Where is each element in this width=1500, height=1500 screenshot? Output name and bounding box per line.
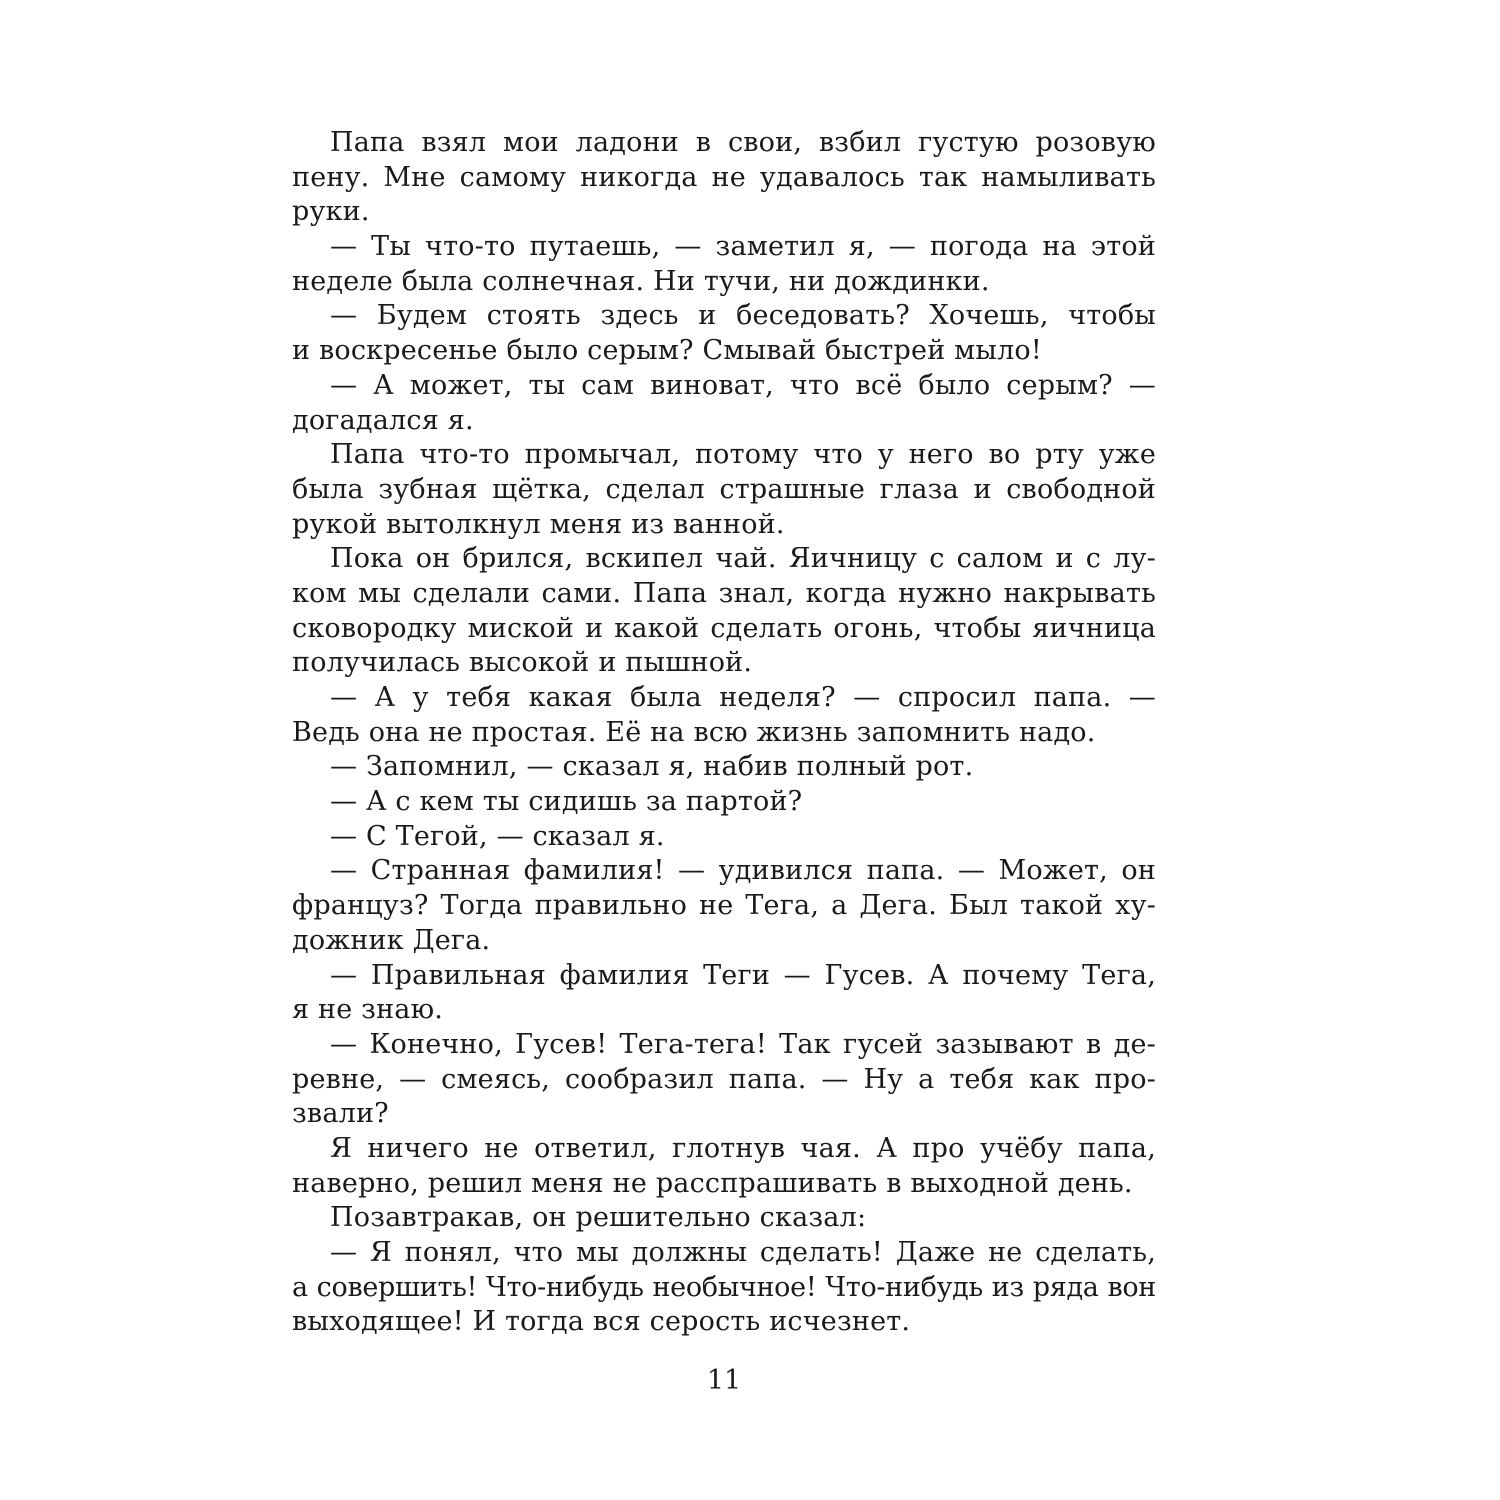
page-number: 11 xyxy=(706,1365,742,1396)
text-line: — Будем стоять здесь и беседовать? Хочешь, чтобы xyxy=(330,300,1156,332)
text-line: была зубная щётка, сделал страшные глаза и свободной xyxy=(292,473,1156,505)
text-line: — Конечно, Гусев! Тега-тега! Так гусей зазывают в де- xyxy=(330,1028,1156,1060)
text-line: неделе была солнечная. Ни тучи, ни дождинки. xyxy=(292,265,990,297)
text-line: я не знаю. xyxy=(292,994,444,1026)
text-line: и воскресенье было серым? Смывай быстрей мыло! xyxy=(292,335,1042,367)
text-line: получилась высокой и пышной. xyxy=(292,647,753,679)
text-line: ревне, — смеясь, сообразил папа. — Ну а тебя как про- xyxy=(292,1063,1156,1095)
text-line: дожник Дега. xyxy=(292,924,491,956)
text-line: — Правильная фамилия Теги — Гусев. А почему Тега, xyxy=(330,959,1156,991)
text-line: Ведь она не простая. Её на всю жизнь запомнить надо. xyxy=(292,716,1096,748)
text-line: Позавтракав, он решительно сказал: xyxy=(330,1202,867,1234)
text-line: рукой вытолкнул меня из ванной. xyxy=(292,508,785,540)
text-line: — А с кем ты сидишь за партой? xyxy=(330,786,803,818)
body-text xyxy=(292,126,1156,1340)
text-line: выходящее! И тогда вся серость исчезнет. xyxy=(292,1306,911,1338)
text-line: — А может, ты сам виноват, что всё было серым? — xyxy=(330,369,1156,401)
text-line: француз? Тогда правильно не Тега, а Дега. Был такой ху- xyxy=(292,890,1156,922)
text-line: — А у тебя какая была неделя? — спросил папа. — xyxy=(330,682,1156,713)
text-line: Папа что-то промычал, потому что у него во рту уже xyxy=(330,439,1156,471)
text-line: — Ты что-то путаешь, — заметил я, — погода на этой xyxy=(330,231,1156,263)
text-line: Папа взял мои ладони в свои, взбил густую розовую xyxy=(330,127,1156,158)
text-line: догадался я. xyxy=(292,404,474,436)
text-line: сковородку миской и какой сделать огонь, чтобы яичница xyxy=(292,612,1156,644)
text-line: — С Тегой, — сказал я. xyxy=(330,820,665,852)
text-line: — Странная фамилия! — удивился папа. — Может, он xyxy=(330,855,1156,887)
text-line: Я ничего не ответил, глотнув чая. А про учёбу папа, xyxy=(330,1132,1156,1164)
text-line: звали? xyxy=(292,1098,389,1130)
text-line: пену. Мне самому никогда не удавалось так намыливать xyxy=(292,161,1156,193)
text-line: руки. xyxy=(292,196,370,228)
text-line: ком мы сделали сами. Папа знал, когда нужно накрывать xyxy=(292,577,1156,609)
text-line: а совершить! Что-нибудь необычное! Что-нибудь из ряда вон xyxy=(292,1271,1156,1303)
text-line: Пока он брился, вскипел чай. Яичницу с салом и с лу- xyxy=(330,543,1156,575)
text-line: — Запомнил, — сказал я, набив полный рот. xyxy=(330,751,974,783)
text-line: — Я понял, что мы должны сделать! Даже не сделать, xyxy=(330,1237,1156,1268)
text-line: наверно, решил меня не расспрашивать в выходной день. xyxy=(292,1167,1133,1199)
